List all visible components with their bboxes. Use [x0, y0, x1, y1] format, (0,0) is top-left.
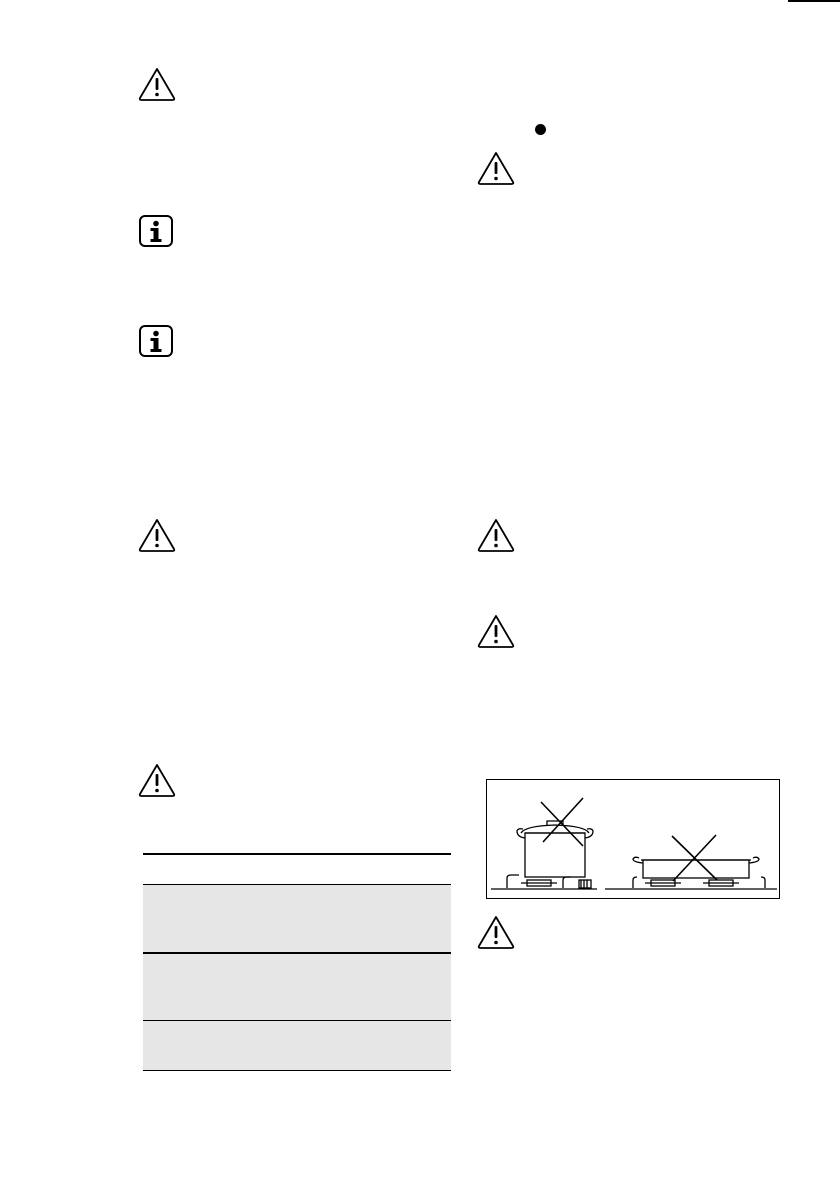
table-header-rule [143, 853, 451, 855]
warning-icon [137, 66, 177, 102]
warning-icon [476, 613, 516, 649]
tall-pot-illustration [491, 821, 597, 889]
warning-icon [137, 762, 177, 798]
warning-icon [476, 517, 516, 553]
cross-mark-icon [672, 835, 717, 881]
info-icon [138, 214, 174, 250]
table-row [143, 1021, 451, 1070]
table-row-divider [143, 884, 451, 885]
page-top-rule [788, 0, 840, 2]
table-row [143, 885, 451, 952]
table-row [143, 954, 451, 1020]
warning-icon [137, 517, 177, 553]
cookware-illustration [487, 780, 779, 898]
bullet-dot [535, 124, 546, 135]
warning-icon [476, 150, 516, 186]
cookware-figure [486, 779, 780, 899]
table-bottom-rule [143, 1070, 451, 1071]
warning-icon [476, 914, 516, 950]
info-icon [138, 324, 174, 360]
